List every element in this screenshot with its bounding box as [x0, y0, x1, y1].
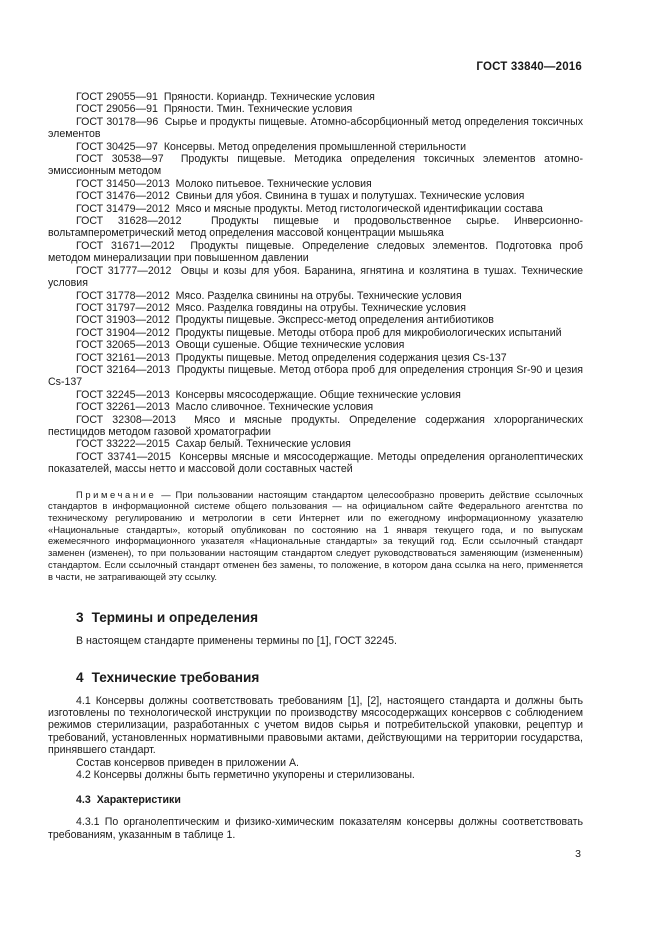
page-number: 3 [575, 848, 581, 860]
reference-title: Консервы мясосодержащие. Общие технические условия [175, 388, 461, 401]
reference-item [48, 265, 583, 290]
reference-code: ГОСТ 32164—2013 [76, 363, 171, 376]
reference-code: ГОСТ 32261—2013 [76, 401, 170, 414]
reference-code: ГОСТ 31797—2012 [76, 301, 170, 314]
reference-code: ГОСТ 31450—2013 [76, 177, 170, 190]
reference-title: Продукты пищевые. Методы отбора проб для микробиологических испытаний [175, 326, 562, 339]
reference-code: ГОСТ 31903—2012 [76, 314, 170, 327]
reference-title: Мясо и мясные продукты. Определение содержания хлорорганических пестицидов методом газовой хроматографии [48, 413, 583, 438]
section-3-heading [48, 610, 583, 626]
reference-item [48, 352, 583, 364]
reference-code: ГОСТ 29056—91 [76, 103, 158, 116]
reference-item [48, 364, 583, 389]
reference-code: ГОСТ 31476—2012 [76, 190, 170, 203]
reference-item [48, 103, 583, 115]
reference-item [48, 141, 583, 153]
reference-code: ГОСТ 31904—2012 [76, 326, 170, 339]
reference-item [48, 240, 583, 265]
reference-title: Продукты пищевые и продовольственное сырье. Инверсионно-вольтамперометрический метод определения массовой концентрации мышьяка [48, 215, 583, 240]
reference-item [48, 314, 583, 326]
paragraph-4-2: 4.2 Консервы должны быть герметично укупорены и стерилизованы. [76, 769, 415, 782]
reference-title: Продукты пищевые. Определение следовых элементов. Подготовка проб методом минерализации при повышенном давлении [48, 239, 583, 265]
document-id-header: ГОСТ 33840—2016 [476, 61, 582, 73]
reference-item [48, 339, 583, 351]
reference-item [48, 190, 583, 202]
paragraph-4-1: 4.1 Консервы должны соответствовать требованиям [1], [2], настоящего стандарта и должны быть изготовлены по технологической инструкции по производству мясосодержащих консервов с соблюдением режимов стерилизации, разработанных с учетом видов сырья и потребительской упаковки, рецептур и требований, установленных нормативными правовыми актами, действующими на территории государства, принявшего стандарт. [48, 694, 583, 757]
paragraph-4-3-1: 4.3.1 По органолептическим и физико-химическим показателям консервы должны соответствовать требованиям, указанным в таблице 1. [48, 816, 583, 841]
reference-code: ГОСТ 31628—2012 [76, 215, 182, 228]
reference-item [48, 178, 583, 190]
subsection-4-3-heading [48, 794, 583, 807]
reference-code: ГОСТ 30178—96 [76, 115, 159, 128]
reference-title: Продукты пищевые. Экспресс-метод определения антибиотиков [175, 314, 494, 327]
reference-item [48, 91, 583, 103]
reference-title: Масло сливочное. Технические условия [175, 401, 374, 414]
section-4-heading [48, 670, 583, 686]
reference-code: ГОСТ 31479—2012 [76, 202, 170, 215]
section-3-text: В настоящем стандарте применены термины по [1], ГОСТ 32245. [76, 635, 397, 648]
reference-code: ГОСТ 32245—2013 [76, 388, 170, 401]
reference-code: ГОСТ 31778—2012 [76, 289, 170, 302]
reference-item [48, 438, 583, 450]
normative-references-list [48, 91, 583, 476]
reference-title: Мясо. Разделка говядины на отрубы. Технические условия [175, 301, 466, 314]
reference-item [48, 389, 583, 401]
section-4-title: Технические требования [91, 669, 260, 685]
reference-title: Пряности. Кориандр. Технические условия [163, 91, 375, 103]
paragraph-4-1-composition: Состав консервов приведен в приложении А. [76, 756, 299, 769]
reference-title: Сырье и продукты пищевые. Атомно-абсорбционный метод определения токсичных элементов [48, 115, 583, 141]
reference-item [48, 290, 583, 302]
reference-item [48, 153, 583, 178]
reference-item [48, 327, 583, 339]
reference-title: Продукты пищевые. Методика определения токсичных элементов атомно-эмиссионным методом [48, 153, 583, 178]
reference-title: Сахар белый. Технические условия [175, 438, 351, 451]
page-content [48, 91, 583, 841]
section-3-number: 3 [76, 610, 84, 626]
reference-title: Свиньи для убоя. Свинина в тушах и полутушах. Технические условия [175, 190, 525, 203]
note [48, 489, 583, 583]
reference-title: Мясо и мясные продукты. Метод гистологической идентификации состава [175, 202, 543, 215]
reference-item [48, 451, 583, 476]
reference-code: ГОСТ 33741—2015 [76, 450, 171, 463]
reference-item [48, 203, 583, 215]
reference-item [48, 414, 583, 439]
reference-item [48, 401, 583, 413]
reference-title: Мясо. Разделка свинины на отрубы. Технические условия [175, 289, 462, 302]
note-text: — При пользовании настоящим стандартом целесообразно проверить действие ссылочных стандартов в информационной системе общего пользования — на официальном сайте Федерального агентства по техническому регулированию и метрологии в сети Интернет или по ежегодному информационному указателю «Национальные стандарты», который опубликован по состоянию на 1 января текущего года, и по выпускам ежемесячного информационного указателя «Национальные стандарты» за текущий год. Если ссылочный стандарт заменен (изменен), то при пользовании настоящим стандартом следует руководствоваться заменяющим (измененным) стандартом. Если ссылочный стандарт отменен без замены, то положение, в котором дана ссылка на него, применяется в части, не затрагивающей эту ссылку. [48, 488, 583, 582]
reference-title: Овцы и козы для убоя. Баранина, ягнятина и козлятина в тушах. Технические условия [48, 264, 584, 290]
reference-code: ГОСТ 30538—97 [76, 153, 164, 166]
reference-code: ГОСТ 32065—2013 [76, 339, 170, 352]
reference-item [48, 215, 583, 240]
reference-item [48, 302, 583, 314]
reference-title: Молоко питьевое. Технические условия [175, 177, 372, 190]
reference-code: ГОСТ 32308—2013 [76, 413, 176, 426]
reference-title: Продукты пищевые. Метод отбора проб для определения стронция Sr-90 и цезия Cs-137 [48, 363, 584, 389]
reference-code: ГОСТ 32161—2013 [76, 351, 170, 364]
reference-code: ГОСТ 31671—2012 [76, 239, 175, 252]
reference-title: Консервы. Метод определения промышленной стерильности [163, 140, 467, 153]
reference-code: ГОСТ 31777—2012 [76, 264, 172, 277]
reference-code: ГОСТ 30425—97 [76, 140, 158, 153]
subsection-4-3-number: 4.3 [76, 794, 91, 807]
reference-title: Продукты пищевые. Метод определения содержания цезия Cs-137 [175, 351, 507, 364]
section-4-number: 4 [76, 669, 84, 685]
section-3-title: Термины и определения [91, 610, 259, 626]
note-label: Примечание [76, 488, 157, 500]
reference-title: Консервы мясные и мясосодержащие. Методы определения органолептических показателей, массы нетто и массовой доли составных частей [48, 450, 583, 476]
reference-title: Пряности. Тмин. Технические условия [163, 103, 353, 116]
subsection-4-3-title: Характеристики [96, 794, 181, 807]
reference-title: Овощи сушеные. Общие технические условия [175, 339, 405, 352]
reference-item [48, 116, 583, 141]
reference-code: ГОСТ 29055—91 [76, 91, 158, 103]
reference-code: ГОСТ 33222—2015 [76, 438, 170, 451]
